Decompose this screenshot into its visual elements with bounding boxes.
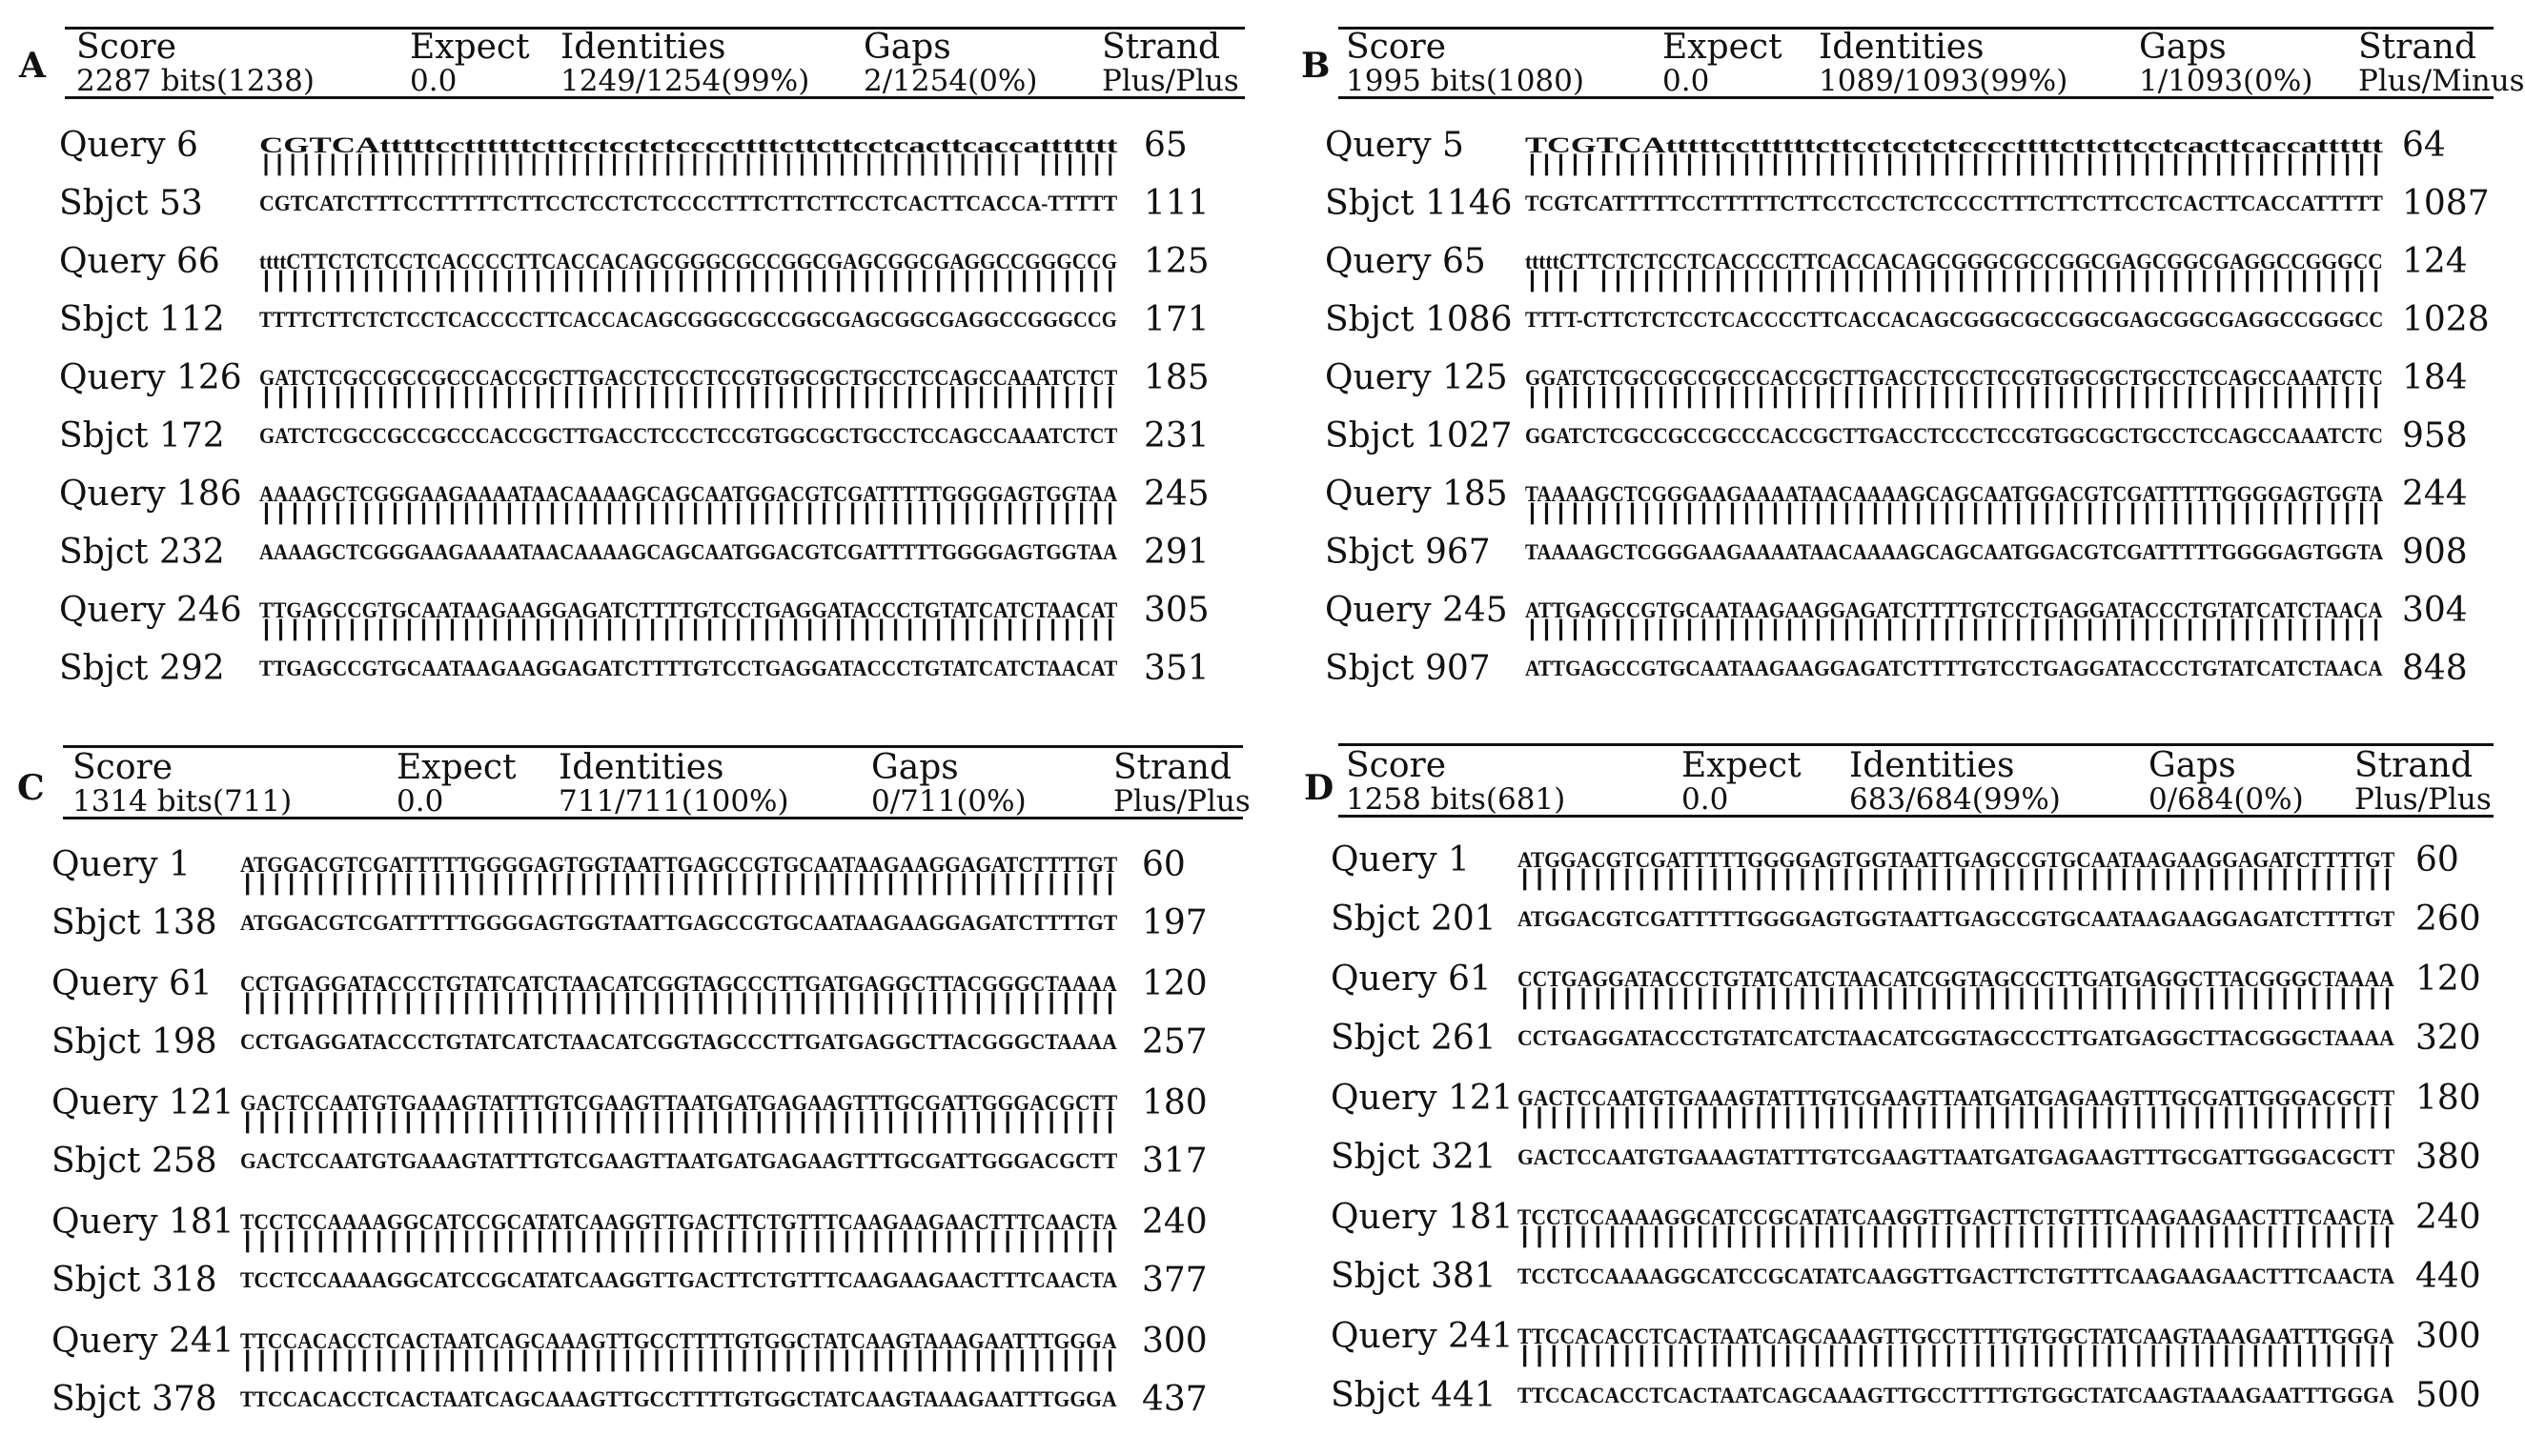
header-bottom-rule: [1338, 815, 2494, 818]
match-line: ||||||||||||||||||||||||||||||||||||||||||||||||||||||||||||: [240, 991, 1118, 1017]
subject-end: 1028: [2402, 300, 2490, 339]
query-label: Query 126: [59, 358, 242, 397]
match-line: ||||||||||||||||||||||||||||||||||||||||||||||||||||||||||||: [1525, 385, 2384, 411]
subject-end: 440: [2415, 1257, 2481, 1296]
subject-end: 377: [1142, 1261, 1208, 1300]
gaps-label: Gaps: [2148, 746, 2236, 785]
query-sequence: GATCTCGCCGCCGCCCACCGCTTGACCTCCCTCCGTGGCGCTGCCTCCAGCCAAATCTCT: [259, 366, 1118, 390]
match-line: ||||||||||||||||||||||||||||||||||||||||||||||||||||||||||||: [1517, 1344, 2395, 1369]
strand-label: Strand: [1102, 28, 1221, 67]
expect-value: 0.0: [1662, 64, 1710, 98]
query-end: 125: [1144, 242, 1210, 281]
subject-label: Sbjct 198: [51, 1022, 217, 1062]
strand-label: Strand: [2354, 746, 2474, 785]
query-sequence: TCGTCAtttttccttttttcttcctcctctccccttttcttcttcctcacttcaccatttttt: [1525, 133, 2384, 157]
subject-sequence: CCTGAGGATACCCTGTATCATCTAACATCGGTAGCCCTTGATGAGGCTTACGGGCTAAAA: [1517, 1026, 2394, 1050]
match-line: ||||||||||||||||||||||||||||||||||||||||||||||||||||||||||||: [1525, 501, 2384, 527]
subject-sequence: GACTCCAATGTGAAAGTATTTGTCGAAGTTAATGATGAGAAGTTTGCGATTGGGACGCTT: [240, 1149, 1118, 1173]
strand-value: Plus/Minus: [2358, 64, 2525, 98]
query-label: Query 121: [51, 1083, 234, 1122]
query-end: 184: [2402, 358, 2468, 397]
query-sequence: TAAAAGCTCGGGAAGAAAATAACAAAAGCAGCAATGGACGTCGATTTTTGGGGAGTGGTA: [1525, 482, 2384, 506]
header-bottom-rule: [65, 96, 1245, 99]
expect-header: [410, 30, 530, 96]
expect-label: Expect: [1662, 28, 1782, 67]
query-end: 305: [1144, 591, 1210, 630]
query-label: Query 1: [1331, 840, 1470, 880]
subject-label: Sbjct 1146: [1325, 184, 1513, 223]
query-label: Query 245: [1325, 591, 1508, 630]
match-line: ||||||||||||||||||||||||||||||||||||||||||||||||||||||||||||: [1517, 986, 2395, 1012]
identities-header: [560, 30, 809, 96]
score-label: Score: [1346, 746, 1447, 785]
query-end: 180: [1142, 1083, 1208, 1122]
subject-label: Sbjct 258: [51, 1142, 217, 1181]
strand-header: [1113, 748, 1251, 819]
match-line: ||||||||||||||||||||||||||||||||||||||||||||||||||||||||||||: [259, 617, 1118, 643]
strand-value: Plus/Plus: [1102, 64, 1239, 98]
header-top-rule: [65, 27, 1245, 30]
query-sequence: TCCTCCAAAAGGCATCCGCATATCAAGGTTGACTTCTGTTTCAAGAAGAACTTTCAACTA: [1517, 1205, 2395, 1229]
match-line: |||| |||||||||||||||||||||||||||||||||||||||||||||||||||||||: [1525, 269, 2384, 294]
query-end: 245: [1144, 475, 1210, 514]
identities-label: Identities: [1819, 28, 1985, 67]
gaps-header: [2148, 746, 2304, 817]
expect-value: 0.0: [410, 64, 458, 98]
query-end: 180: [2415, 1079, 2481, 1118]
subject-sequence: TCCTCCAAAAGGCATCCGCATATCAAGGTTGACTTCTGTTTCAAGAAGAACTTTCAACTA: [240, 1268, 1118, 1292]
subject-label: Sbjct 232: [59, 533, 225, 572]
gaps-label: Gaps: [871, 748, 959, 787]
score-value: 1314 bits(711): [72, 784, 293, 819]
identities-value: 711/711(100%): [559, 784, 789, 819]
query-sequence: TTCCACACCTCACTAATCAGCAAAGTTGCCTTTTGTGGCTATCAAGTAAAGAATTTGGGA: [1517, 1325, 2394, 1348]
subject-sequence: TTTT-CTTCTCTCCTCACCCCTTCACCACAGCGGGCGCCGGCGAGCGGCGAGGCCGGGCC: [1525, 308, 2384, 332]
query-label: Query 181: [1331, 1198, 1514, 1237]
gaps-header: [2139, 30, 2312, 96]
match-line: ||||||||||||||||||||||||||||||||||||||||||||||||||||||||||||: [259, 501, 1118, 527]
identities-value: 1089/1093(99%): [1819, 64, 2068, 98]
subject-sequence: TTTTCTTCTCTCCTCACCCCTTCACCACAGCGGGCGCCGGCGAGCGGCGAGGCCGGGCCG: [259, 308, 1117, 332]
subject-label: Sbjct 378: [51, 1380, 217, 1419]
strand-value: Plus/Plus: [2354, 782, 2492, 817]
subject-sequence: TCGTCATTTTTCCTTTTTCTTCCTCCTCTCCCCTTTCTTCTTCCTCACTTCACCATTTTT: [1525, 192, 2383, 215]
query-label: Query 241: [1331, 1317, 1514, 1356]
header-bottom-rule: [1338, 96, 2494, 99]
header-bottom-rule: [63, 817, 1243, 819]
query-sequence: GACTCCAATGTGAAAGTATTTGTCGAAGTTAATGATGAGAAGTTTGCGATTGGGACGCTT: [1517, 1086, 2395, 1110]
query-sequence: TTCCACACCTCACTAATCAGCAAAGTTGCCTTTTGTGGCTATCAAGTAAAGAATTTGGGA: [240, 1329, 1117, 1353]
query-label: Query 125: [1325, 358, 1508, 397]
expect-header: [1662, 30, 1782, 96]
query-sequence: AAAAGCTCGGGAAGAAAATAACAAAAGCAGCAATGGACGTCGATTTTTGGGGAGTGGTAA: [259, 482, 1118, 506]
expect-label: Expect: [410, 28, 530, 67]
subject-end: 260: [2415, 900, 2481, 939]
score-label: Score: [72, 748, 173, 787]
gaps-value: 0/684(0%): [2148, 782, 2304, 817]
query-label: Query 6: [59, 126, 198, 165]
gaps-label: Gaps: [2139, 28, 2227, 67]
subject-label: Sbjct 321: [1331, 1138, 1497, 1177]
gaps-value: 0/711(0%): [871, 784, 1027, 819]
expect-label: Expect: [397, 748, 517, 787]
score-header: [76, 30, 315, 96]
match-line: ||||||||||||||||||||||||||||||||||||||||||||||||||||||||||||: [240, 1110, 1118, 1136]
subject-label: Sbjct 381: [1331, 1257, 1497, 1296]
expect-label: Expect: [1681, 746, 1802, 785]
subject-label: Sbjct 1027: [1325, 416, 1513, 455]
identities-header: [559, 748, 789, 819]
match-line: ||||||||||||||||||||||||||||||||||||||||||||||||||||||||| ||||||: [259, 152, 1117, 178]
query-end: 185: [1144, 358, 1210, 397]
header-top-rule: [1338, 27, 2494, 30]
subject-end: 317: [1142, 1142, 1208, 1181]
score-value: 1995 bits(1080): [1346, 64, 1584, 98]
match-line: ||||||||||||||||||||||||||||||||||||||||||||||||||||||||||||: [1525, 152, 2384, 178]
query-label: Query 66: [59, 242, 220, 281]
subject-label: Sbjct 261: [1331, 1019, 1497, 1058]
query-sequence: GACTCCAATGTGAAAGTATTTGTCGAAGTTAATGATGAGAAGTTTGCGATTGGGACGCTT: [240, 1091, 1118, 1115]
subject-label: Sbjct 967: [1325, 533, 1491, 572]
query-label: Query 65: [1325, 242, 1486, 281]
query-end: 124: [2402, 242, 2468, 281]
gaps-value: 2/1254(0%): [864, 64, 1038, 98]
subject-sequence: ATGGACGTCGATTTTTGGGGAGTGGTAATTGAGCCGTGCAATAAGAAGGAGATCTTTTGT: [240, 911, 1118, 935]
subject-end: 257: [1142, 1022, 1208, 1062]
query-end: 60: [1142, 845, 1186, 884]
subject-end: 111: [1144, 184, 1210, 223]
identities-value: 1249/1254(99%): [560, 64, 810, 98]
score-header: [72, 748, 293, 819]
identities-label: Identities: [559, 748, 724, 787]
query-end: 60: [2415, 840, 2459, 880]
query-label: Query 1: [51, 845, 191, 884]
query-label: Query 61: [51, 964, 213, 1003]
subject-end: 1087: [2402, 184, 2490, 223]
identities-header: [1819, 30, 2067, 96]
subject-label: Sbjct 138: [51, 903, 217, 942]
subject-label: Sbjct 53: [59, 184, 203, 223]
subject-sequence: TAAAAGCTCGGGAAGAAAATAACAAAAGCAGCAATGGACGTCGATTTTTGGGGAGTGGTA: [1525, 540, 2384, 564]
query-end: 240: [1142, 1203, 1208, 1242]
subject-sequence: ATTGAGCCGTGCAATAAGAAGGAGATCTTTTGTCCTGAGGATACCCTGTATCATCTAACA: [1525, 657, 2383, 680]
query-label: Query 241: [51, 1322, 234, 1361]
expect-value: 0.0: [397, 784, 444, 819]
match-line: ||||||||||||||||||||||||||||||||||||||||||||||||||||||||||||: [1517, 1105, 2395, 1131]
identities-label: Identities: [560, 28, 726, 67]
score-value: 2287 bits(1238): [76, 64, 315, 98]
subject-label: Sbjct 112: [59, 300, 225, 339]
subject-end: 500: [2415, 1376, 2481, 1415]
strand-label: Strand: [1113, 748, 1232, 787]
score-label: Score: [1346, 28, 1447, 67]
query-end: 240: [2415, 1198, 2481, 1237]
score-value: 1258 bits(681): [1346, 782, 1566, 817]
subject-end: 437: [1142, 1380, 1208, 1419]
query-label: Query 185: [1325, 475, 1508, 514]
query-end: 120: [2415, 960, 2481, 999]
match-line: ||||||||||||||||||||||||||||||||||||||||||||||||||||||||||||: [240, 1348, 1118, 1374]
subject-label: Sbjct 1086: [1325, 300, 1513, 339]
expect-header: [397, 748, 517, 819]
strand-label: Strand: [2358, 28, 2477, 67]
subject-label: Sbjct 441: [1331, 1376, 1497, 1415]
expect-value: 0.0: [1681, 782, 1729, 817]
query-label: Query 246: [59, 591, 242, 630]
query-sequence: TCCTCCAAAAGGCATCCGCATATCAAGGTTGACTTCTGTTTCAAGAAGAACTTTCAACTA: [240, 1210, 1118, 1234]
query-end: 300: [2415, 1317, 2481, 1356]
subject-end: 351: [1144, 649, 1210, 688]
query-label: Query 186: [59, 475, 242, 514]
panel-label: B: [1301, 46, 1331, 86]
query-end: 300: [1142, 1322, 1208, 1361]
subject-sequence: CCTGAGGATACCCTGTATCATCTAACATCGGTAGCCCTTGATGAGGCTTACGGGCTAAAA: [240, 1030, 1117, 1054]
query-end: 65: [1144, 126, 1188, 165]
match-line: ||||||||||||||||||||||||||||||||||||||||||||||||||||||||||||: [240, 1229, 1118, 1255]
query-end: 304: [2402, 591, 2468, 630]
subject-end: 320: [2415, 1019, 2481, 1058]
subject-label: Sbjct 292: [59, 649, 225, 688]
strand-header: [1102, 30, 1239, 96]
query-end: 64: [2402, 126, 2446, 165]
subject-sequence: TTCCACACCTCACTAATCAGCAAAGTTGCCTTTTGTGGCTATCAAGTAAAGAATTTGGGA: [1517, 1384, 2394, 1407]
subject-sequence: TTCCACACCTCACTAATCAGCAAAGTTGCCTTTTGTGGCTATCAAGTAAAGAATTTGGGA: [240, 1387, 1117, 1411]
query-sequence: ATGGACGTCGATTTTTGGGGAGTGGTAATTGAGCCGTGCAATAAGAAGGAGATCTTTTGT: [1517, 848, 2395, 872]
identities-label: Identities: [1849, 746, 2015, 785]
subject-label: Sbjct 318: [51, 1261, 217, 1300]
expect-header: [1681, 746, 1802, 817]
score-header: [1346, 746, 1566, 817]
subject-sequence: CGTCATCTTTCCTTTTTCTTCCTCCTCTCCCCTTTCTTCTTCCTCACTTCACCA-TTTTT: [259, 192, 1118, 215]
subject-label: Sbjct 201: [1331, 900, 1497, 939]
identities-value: 683/684(99%): [1849, 782, 2061, 817]
subject-sequence: ATGGACGTCGATTTTTGGGGAGTGGTAATTGAGCCGTGCAATAAGAAGGAGATCTTTTGT: [1517, 907, 2395, 931]
subject-sequence: GATCTCGCCGCCGCCCACCGCTTGACCTCCCTCCGTGGCGCTGCCTCCAGCCAAATCTCT: [259, 424, 1118, 448]
panel-label: A: [19, 46, 46, 86]
subject-end: 291: [1144, 533, 1210, 572]
gaps-value: 1/1093(0%): [2139, 64, 2313, 98]
query-sequence: CCTGAGGATACCCTGTATCATCTAACATCGGTAGCCCTTGATGAGGCTTACGGGCTAAAA: [240, 972, 1117, 996]
gaps-header: [864, 30, 1037, 96]
subject-end: 197: [1142, 903, 1208, 942]
subject-sequence: TCCTCCAAAAGGCATCCGCATATCAAGGTTGACTTCTGTTTCAAGAAGAACTTTCAACTA: [1517, 1264, 2395, 1288]
subject-end: 908: [2402, 533, 2468, 572]
match-line: ||||||||||||||||||||||||||||||||||||||||||||||||||||||||||||: [259, 269, 1118, 294]
subject-sequence: AAAAGCTCGGGAAGAAAATAACAAAAGCAGCAATGGACGTCGATTTTTGGGGAGTGGTAA: [259, 540, 1118, 564]
subject-end: 231: [1144, 416, 1210, 455]
subject-end: 848: [2402, 649, 2468, 688]
match-line: ||||||||||||||||||||||||||||||||||||||||||||||||||||||||||||: [259, 385, 1118, 411]
match-line: ||||||||||||||||||||||||||||||||||||||||||||||||||||||||||||: [240, 872, 1118, 898]
subject-end: 380: [2415, 1138, 2481, 1177]
match-line: ||||||||||||||||||||||||||||||||||||||||||||||||||||||||||||: [1517, 1224, 2395, 1250]
panel-label: C: [17, 768, 45, 808]
subject-sequence: TTGAGCCGTGCAATAAGAAGGAGATCTTTTGTCCTGAGGATACCCTGTATCATCTAACAT: [259, 657, 1118, 680]
identities-header: [1849, 746, 2061, 817]
strand-header: [2354, 746, 2492, 817]
gaps-header: [871, 748, 1027, 819]
query-label: Query 121: [1331, 1079, 1514, 1118]
query-label: Query 61: [1331, 960, 1492, 999]
query-sequence: GGATCTCGCCGCCGCCCACCGCTTGACCTCCCTCCGTGGCGCTGCCTCCAGCCAAATCTC: [1525, 366, 2383, 390]
query-sequence: CGTCAtttttccttttttcttcctcctctccccttttcttcttcctcacttcaccattttttt: [259, 133, 1118, 157]
gaps-label: Gaps: [864, 28, 951, 67]
query-label: Query 181: [51, 1203, 234, 1242]
subject-end: 958: [2402, 416, 2468, 455]
score-label: Score: [76, 28, 177, 67]
query-label: Query 5: [1325, 126, 1464, 165]
match-line: ||||||||||||||||||||||||||||||||||||||||||||||||||||||||||||: [1517, 867, 2395, 893]
query-sequence: tttttCTTCTCTCCTCACCCCTTCACCACAGCGGGCGCCGGCGAGCGGCGAGGCCGGGCC: [1525, 250, 2383, 273]
strand-header: [2358, 30, 2525, 96]
query-sequence: ATTGAGCCGTGCAATAAGAAGGAGATCTTTTGTCCTGAGGATACCCTGTATCATCTAACA: [1525, 598, 2383, 622]
subject-label: Sbjct 907: [1325, 649, 1491, 688]
match-line: ||||||||||||||||||||||||||||||||||||||||||||||||||||||||||||: [1525, 617, 2384, 643]
query-end: 120: [1142, 964, 1208, 1003]
query-sequence: ATGGACGTCGATTTTTGGGGAGTGGTAATTGAGCCGTGCAATAAGAAGGAGATCTTTTGT: [240, 853, 1118, 877]
subject-end: 171: [1144, 300, 1210, 339]
query-end: 244: [2402, 475, 2468, 514]
subject-sequence: GACTCCAATGTGAAAGTATTTGTCGAAGTTAATGATGAGAAGTTTGCGATTGGGACGCTT: [1517, 1145, 2395, 1169]
strand-value: Plus/Plus: [1113, 784, 1251, 819]
query-sequence: CCTGAGGATACCCTGTATCATCTAACATCGGTAGCCCTTGATGAGGCTTACGGGCTAAAA: [1517, 967, 2394, 991]
panel-label: D: [1304, 768, 1334, 808]
header-top-rule: [63, 745, 1243, 748]
query-sequence: ttttCTTCTCTCCTCACCCCTTCACCACAGCGGGCGCCGGCGAGCGGCGAGGCCGGGCCG: [259, 250, 1117, 273]
query-sequence: TTGAGCCGTGCAATAAGAAGGAGATCTTTTGTCCTGAGGATACCCTGTATCATCTAACAT: [259, 598, 1118, 622]
subject-label: Sbjct 172: [59, 416, 225, 455]
score-header: [1346, 30, 1584, 96]
header-top-rule: [1338, 743, 2494, 746]
subject-sequence: GGATCTCGCCGCCGCCCACCGCTTGACCTCCCTCCGTGGCGCTGCCTCCAGCCAAATCTC: [1525, 424, 2383, 448]
